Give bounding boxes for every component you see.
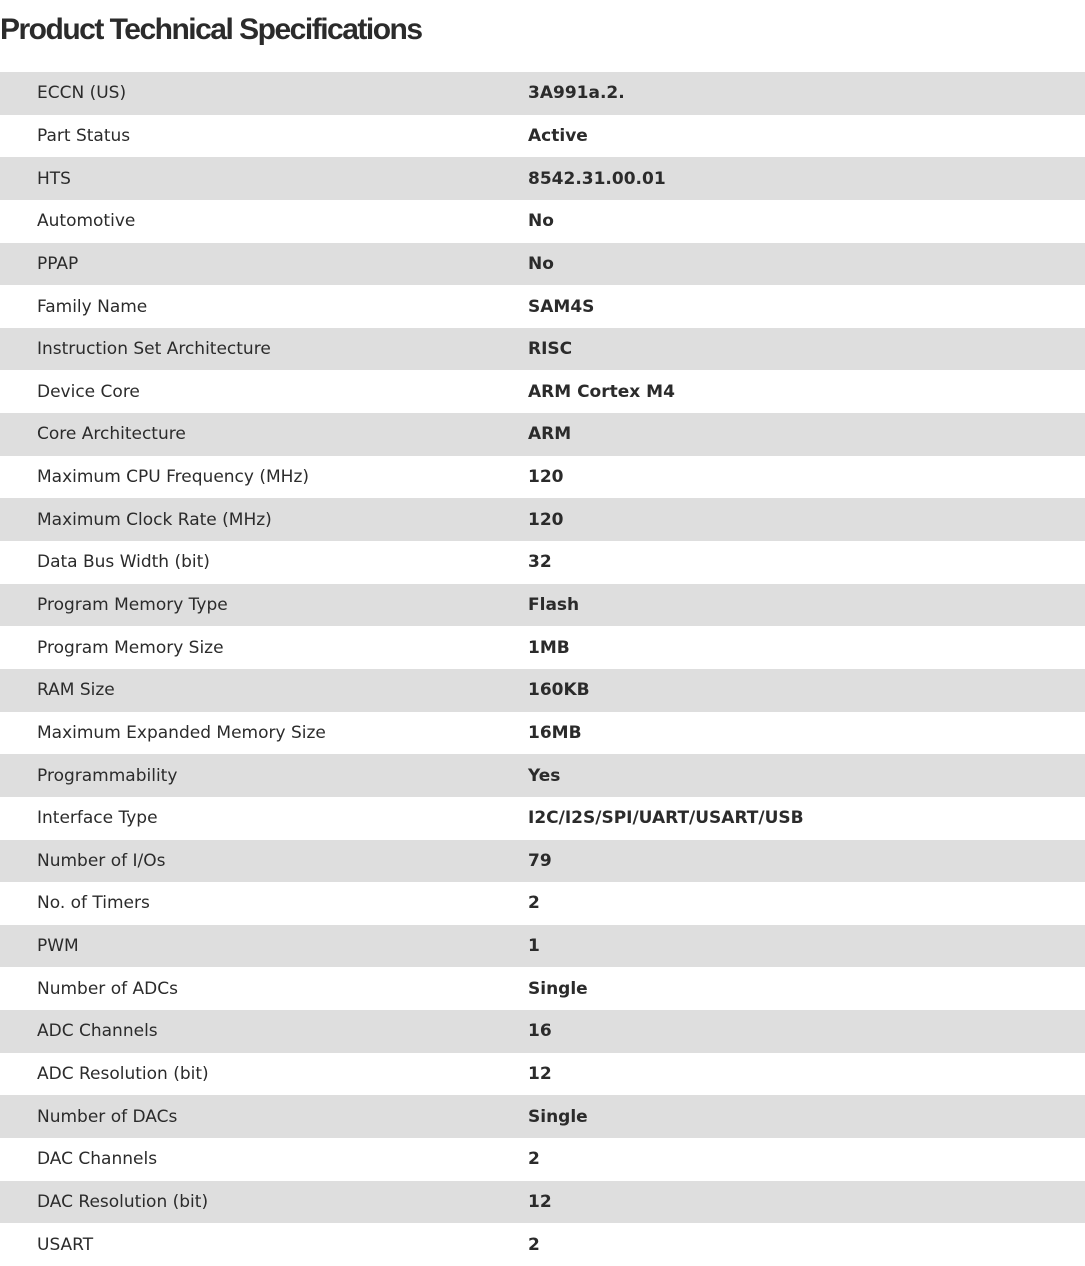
- page-title: Product Technical Specifications: [0, 13, 422, 46]
- spec-label: ADC Resolution (bit): [37, 1064, 209, 1085]
- spec-value: Single: [528, 978, 588, 999]
- table-row: [0, 157, 1085, 200]
- table-row: [0, 370, 1085, 413]
- table-row: [0, 498, 1085, 541]
- spec-label: Maximum CPU Frequency (MHz): [37, 467, 309, 488]
- spec-value: Single: [528, 1106, 588, 1127]
- table-row: [0, 882, 1085, 925]
- spec-label: Instruction Set Architecture: [37, 339, 271, 360]
- table-row: [0, 925, 1085, 968]
- spec-value: Flash: [528, 595, 580, 615]
- spec-value: ARM Cortex M4: [528, 381, 675, 402]
- spec-label: Program Memory Size: [37, 637, 224, 658]
- table-row: [0, 1223, 1085, 1266]
- spec-value: 2: [528, 1234, 540, 1255]
- spec-value: 32: [528, 552, 552, 573]
- spec-label: USART: [37, 1234, 94, 1255]
- table-row: [0, 328, 1085, 371]
- spec-value: 79: [528, 850, 552, 871]
- spec-label: Programmability: [37, 765, 178, 786]
- spec-label: No. of Timers: [37, 893, 150, 914]
- spec-label: Data Bus Width (bit): [37, 552, 210, 573]
- spec-value: Active: [528, 125, 588, 146]
- table-row: [0, 754, 1085, 797]
- spec-value: ARM: [528, 424, 572, 445]
- spec-label: RAM Size: [37, 680, 115, 701]
- spec-value: SAM4S: [528, 296, 595, 317]
- spec-label: Core Architecture: [37, 424, 186, 445]
- table-row: [0, 1053, 1085, 1096]
- spec-value: 8542.31.00.01: [528, 168, 666, 189]
- spec-value: 12: [528, 1064, 552, 1085]
- spec-label: DAC Channels: [37, 1149, 158, 1170]
- table-row: [0, 72, 1085, 115]
- table-row: [0, 1095, 1085, 1138]
- spec-value: Yes: [528, 765, 561, 786]
- spec-label: Number of DACs: [37, 1106, 178, 1127]
- spec-label: Part Status: [37, 125, 131, 146]
- table-row: [0, 967, 1085, 1010]
- table-row: [0, 584, 1085, 627]
- spec-value: No: [528, 211, 554, 232]
- spec-label: Automotive: [37, 211, 136, 232]
- table-row: [0, 456, 1085, 499]
- spec-value: 12: [528, 1191, 552, 1212]
- spec-label: Device Core: [37, 381, 140, 402]
- spec-value: RISC: [528, 339, 573, 360]
- table-row: [0, 1138, 1085, 1181]
- spec-value: I2C/I2S/SPI/UART/USART/USB: [528, 808, 804, 829]
- spec-value: 16: [528, 1021, 552, 1042]
- spec-value: No: [528, 253, 554, 274]
- table-row: [0, 1010, 1085, 1053]
- spec-label: Maximum Clock Rate (MHz): [37, 509, 272, 530]
- spec-value: 160KB: [528, 680, 590, 701]
- table-row: [0, 115, 1085, 158]
- table-row: [0, 541, 1085, 584]
- spec-label: ADC Channels: [37, 1021, 158, 1042]
- spec-value: 120: [528, 509, 564, 530]
- spec-label: Maximum Expanded Memory Size: [37, 722, 326, 743]
- table-row: [0, 797, 1085, 840]
- spec-value: 2: [528, 893, 540, 914]
- spec-label: DAC Resolution (bit): [37, 1191, 209, 1212]
- table-row: [0, 1181, 1085, 1224]
- spec-value: 120: [528, 467, 564, 488]
- spec-label: Interface Type: [37, 808, 158, 829]
- spec-label: HTS: [37, 168, 71, 189]
- spec-value: 2: [528, 1149, 540, 1170]
- spec-label: Number of I/Os: [37, 850, 166, 871]
- table-row: [0, 285, 1085, 328]
- spec-value: 3A991a.2.: [528, 83, 625, 104]
- table-row: [0, 626, 1085, 669]
- table-row: [0, 243, 1085, 286]
- table-row: [0, 413, 1085, 456]
- spec-label: Family Name: [37, 296, 148, 317]
- spec-value: 1MB: [528, 637, 570, 658]
- spec-value: 1: [528, 936, 540, 957]
- spec-label: PWM: [37, 936, 79, 957]
- spec-value: 16MB: [528, 722, 582, 743]
- spec-table: [0, 72, 1085, 1266]
- spec-label: ECCN (US): [37, 83, 127, 104]
- spec-label: Number of ADCs: [37, 978, 178, 999]
- spec-label: Program Memory Type: [37, 595, 228, 615]
- table-row: [0, 669, 1085, 712]
- table-row: [0, 712, 1085, 755]
- table-row: [0, 200, 1085, 243]
- table-row: [0, 840, 1085, 883]
- spec-label: PPAP: [37, 253, 79, 274]
